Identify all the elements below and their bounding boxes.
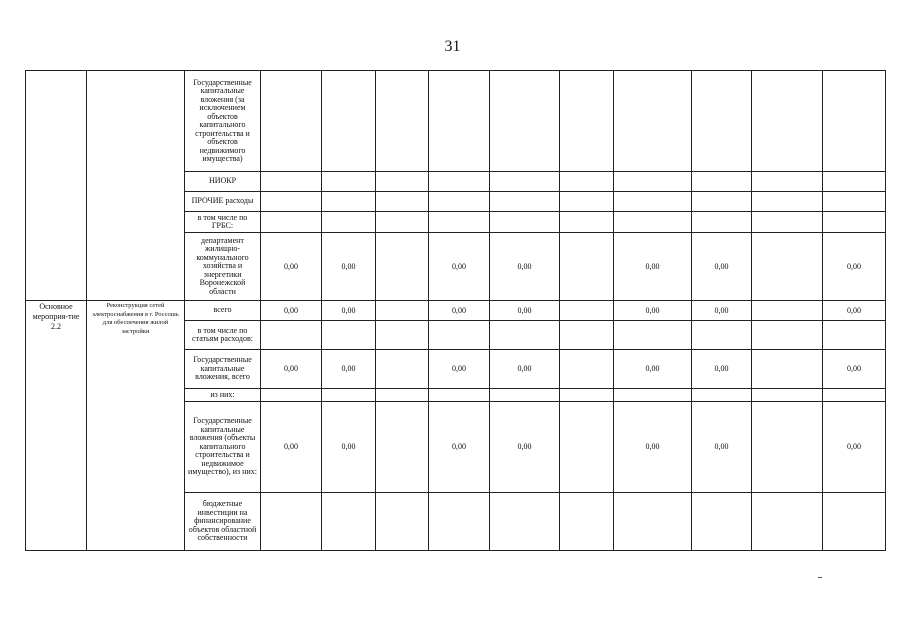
amount-cell [692, 389, 752, 402]
amount-cell: 0,00 [261, 233, 322, 301]
amount-cell [322, 71, 376, 172]
expense-category: НИОКР [185, 172, 261, 192]
amount-cell [490, 493, 560, 551]
amount-cell [823, 192, 886, 212]
amount-cell [376, 493, 429, 551]
amount-cell [560, 233, 614, 301]
amount-cell [692, 212, 752, 233]
expense-category: Государственные капитальные вложения, всего [185, 350, 261, 389]
amount-cell: 0,00 [322, 233, 376, 301]
amount-cell [322, 321, 376, 350]
amount-cell: 0,00 [261, 350, 322, 389]
amount-cell [261, 321, 322, 350]
table-row [26, 301, 886, 321]
amount-cell [823, 389, 886, 402]
amount-cell [752, 172, 823, 192]
amount-cell: 0,00 [692, 301, 752, 321]
amount-cell: 0,00 [823, 402, 886, 493]
expense-category: в том числе по ГРБС: [185, 212, 261, 233]
amount-cell [560, 350, 614, 389]
amount-cell [692, 172, 752, 192]
amount-cell [752, 493, 823, 551]
amount-cell: 0,00 [322, 402, 376, 493]
amount-cell [429, 321, 490, 350]
scan-speck [818, 577, 822, 578]
amount-cell [560, 71, 614, 172]
amount-cell: 0,00 [490, 350, 560, 389]
amount-cell [376, 389, 429, 402]
amount-cell [490, 71, 560, 172]
amount-cell [614, 389, 692, 402]
amount-cell [692, 192, 752, 212]
amount-cell [376, 350, 429, 389]
amount-cell [614, 71, 692, 172]
amount-cell [752, 389, 823, 402]
expense-category: из них: [185, 389, 261, 402]
amount-cell [614, 192, 692, 212]
amount-cell [752, 301, 823, 321]
empty-code-cell [26, 71, 87, 301]
amount-cell [752, 402, 823, 493]
amount-cell [490, 192, 560, 212]
amount-cell [376, 192, 429, 212]
amount-cell [752, 212, 823, 233]
amount-cell [261, 71, 322, 172]
amount-cell [752, 233, 823, 301]
amount-cell [692, 493, 752, 551]
amount-cell [322, 212, 376, 233]
budget-table [25, 70, 886, 551]
amount-cell: 0,00 [823, 301, 886, 321]
amount-cell: 0,00 [261, 402, 322, 493]
amount-cell: 0,00 [322, 301, 376, 321]
amount-cell [429, 389, 490, 402]
amount-cell [560, 212, 614, 233]
amount-cell: 0,00 [614, 402, 692, 493]
expense-category: Государственные капитальные вложения (за исключением объектов капитального строительства и объектов недвижимого имущества) [185, 71, 261, 172]
amount-cell [823, 493, 886, 551]
expense-category: Государственные капитальные вложения (объекты капитального строительства и недвижимое имущество), из них: [185, 402, 261, 493]
amount-cell: 0,00 [490, 402, 560, 493]
amount-cell [261, 172, 322, 192]
amount-cell: 0,00 [490, 301, 560, 321]
amount-cell [376, 172, 429, 192]
amount-cell [376, 301, 429, 321]
amount-cell [490, 172, 560, 192]
amount-cell [614, 212, 692, 233]
amount-cell [560, 172, 614, 192]
amount-cell: 0,00 [614, 350, 692, 389]
amount-cell [614, 321, 692, 350]
amount-cell [429, 493, 490, 551]
amount-cell [261, 493, 322, 551]
amount-cell [752, 71, 823, 172]
expense-category: всего [185, 301, 261, 321]
page-number: 31 [444, 38, 461, 55]
amount-cell [376, 233, 429, 301]
main-event-title: Реконструкция сетей электроснабжения в г. Россошь для обеспечения жилой застройки [87, 301, 185, 551]
empty-title-cell [87, 71, 185, 301]
amount-cell: 0,00 [614, 301, 692, 321]
amount-cell [429, 71, 490, 172]
amount-cell [490, 212, 560, 233]
amount-cell: 0,00 [614, 233, 692, 301]
amount-cell [429, 192, 490, 212]
amount-cell: 0,00 [322, 350, 376, 389]
amount-cell [261, 389, 322, 402]
amount-cell [692, 321, 752, 350]
amount-cell: 0,00 [261, 301, 322, 321]
expense-category: ПРОЧИЕ расходы [185, 192, 261, 212]
amount-cell [376, 321, 429, 350]
amount-cell [322, 172, 376, 192]
amount-cell [560, 389, 614, 402]
main-event-code: Основное мероприя-тие 2.2 [26, 301, 87, 551]
amount-cell [429, 172, 490, 192]
amount-cell [614, 172, 692, 192]
amount-cell [823, 321, 886, 350]
amount-cell [823, 71, 886, 172]
amount-cell [560, 402, 614, 493]
amount-cell [376, 71, 429, 172]
amount-cell [376, 212, 429, 233]
amount-cell [823, 172, 886, 192]
amount-cell [560, 301, 614, 321]
amount-cell: 0,00 [429, 402, 490, 493]
amount-cell [490, 321, 560, 350]
amount-cell [752, 192, 823, 212]
expense-category: департамент жилищно-коммунального хозяйства и энергетики Воронежской области [185, 233, 261, 301]
amount-cell [429, 212, 490, 233]
amount-cell [322, 192, 376, 212]
amount-cell: 0,00 [490, 233, 560, 301]
amount-cell [752, 321, 823, 350]
amount-cell [376, 402, 429, 493]
amount-cell [261, 212, 322, 233]
amount-cell [752, 350, 823, 389]
amount-cell: 0,00 [429, 350, 490, 389]
amount-cell [692, 71, 752, 172]
amount-cell: 0,00 [692, 402, 752, 493]
amount-cell: 0,00 [823, 350, 886, 389]
amount-cell [560, 321, 614, 350]
expense-category: бюджетные инвестиции на финансирование объектов областной собственности [185, 493, 261, 551]
amount-cell [560, 192, 614, 212]
amount-cell [322, 493, 376, 551]
amount-cell [823, 212, 886, 233]
expense-category: в том числе по статьям расходов: [185, 321, 261, 350]
amount-cell: 0,00 [692, 233, 752, 301]
amount-cell: 0,00 [692, 350, 752, 389]
amount-cell: 0,00 [429, 233, 490, 301]
amount-cell: 0,00 [823, 233, 886, 301]
amount-cell [322, 389, 376, 402]
table-row [26, 71, 886, 172]
amount-cell [614, 493, 692, 551]
amount-cell: 0,00 [429, 301, 490, 321]
amount-cell [560, 493, 614, 551]
amount-cell [261, 192, 322, 212]
amount-cell [490, 389, 560, 402]
